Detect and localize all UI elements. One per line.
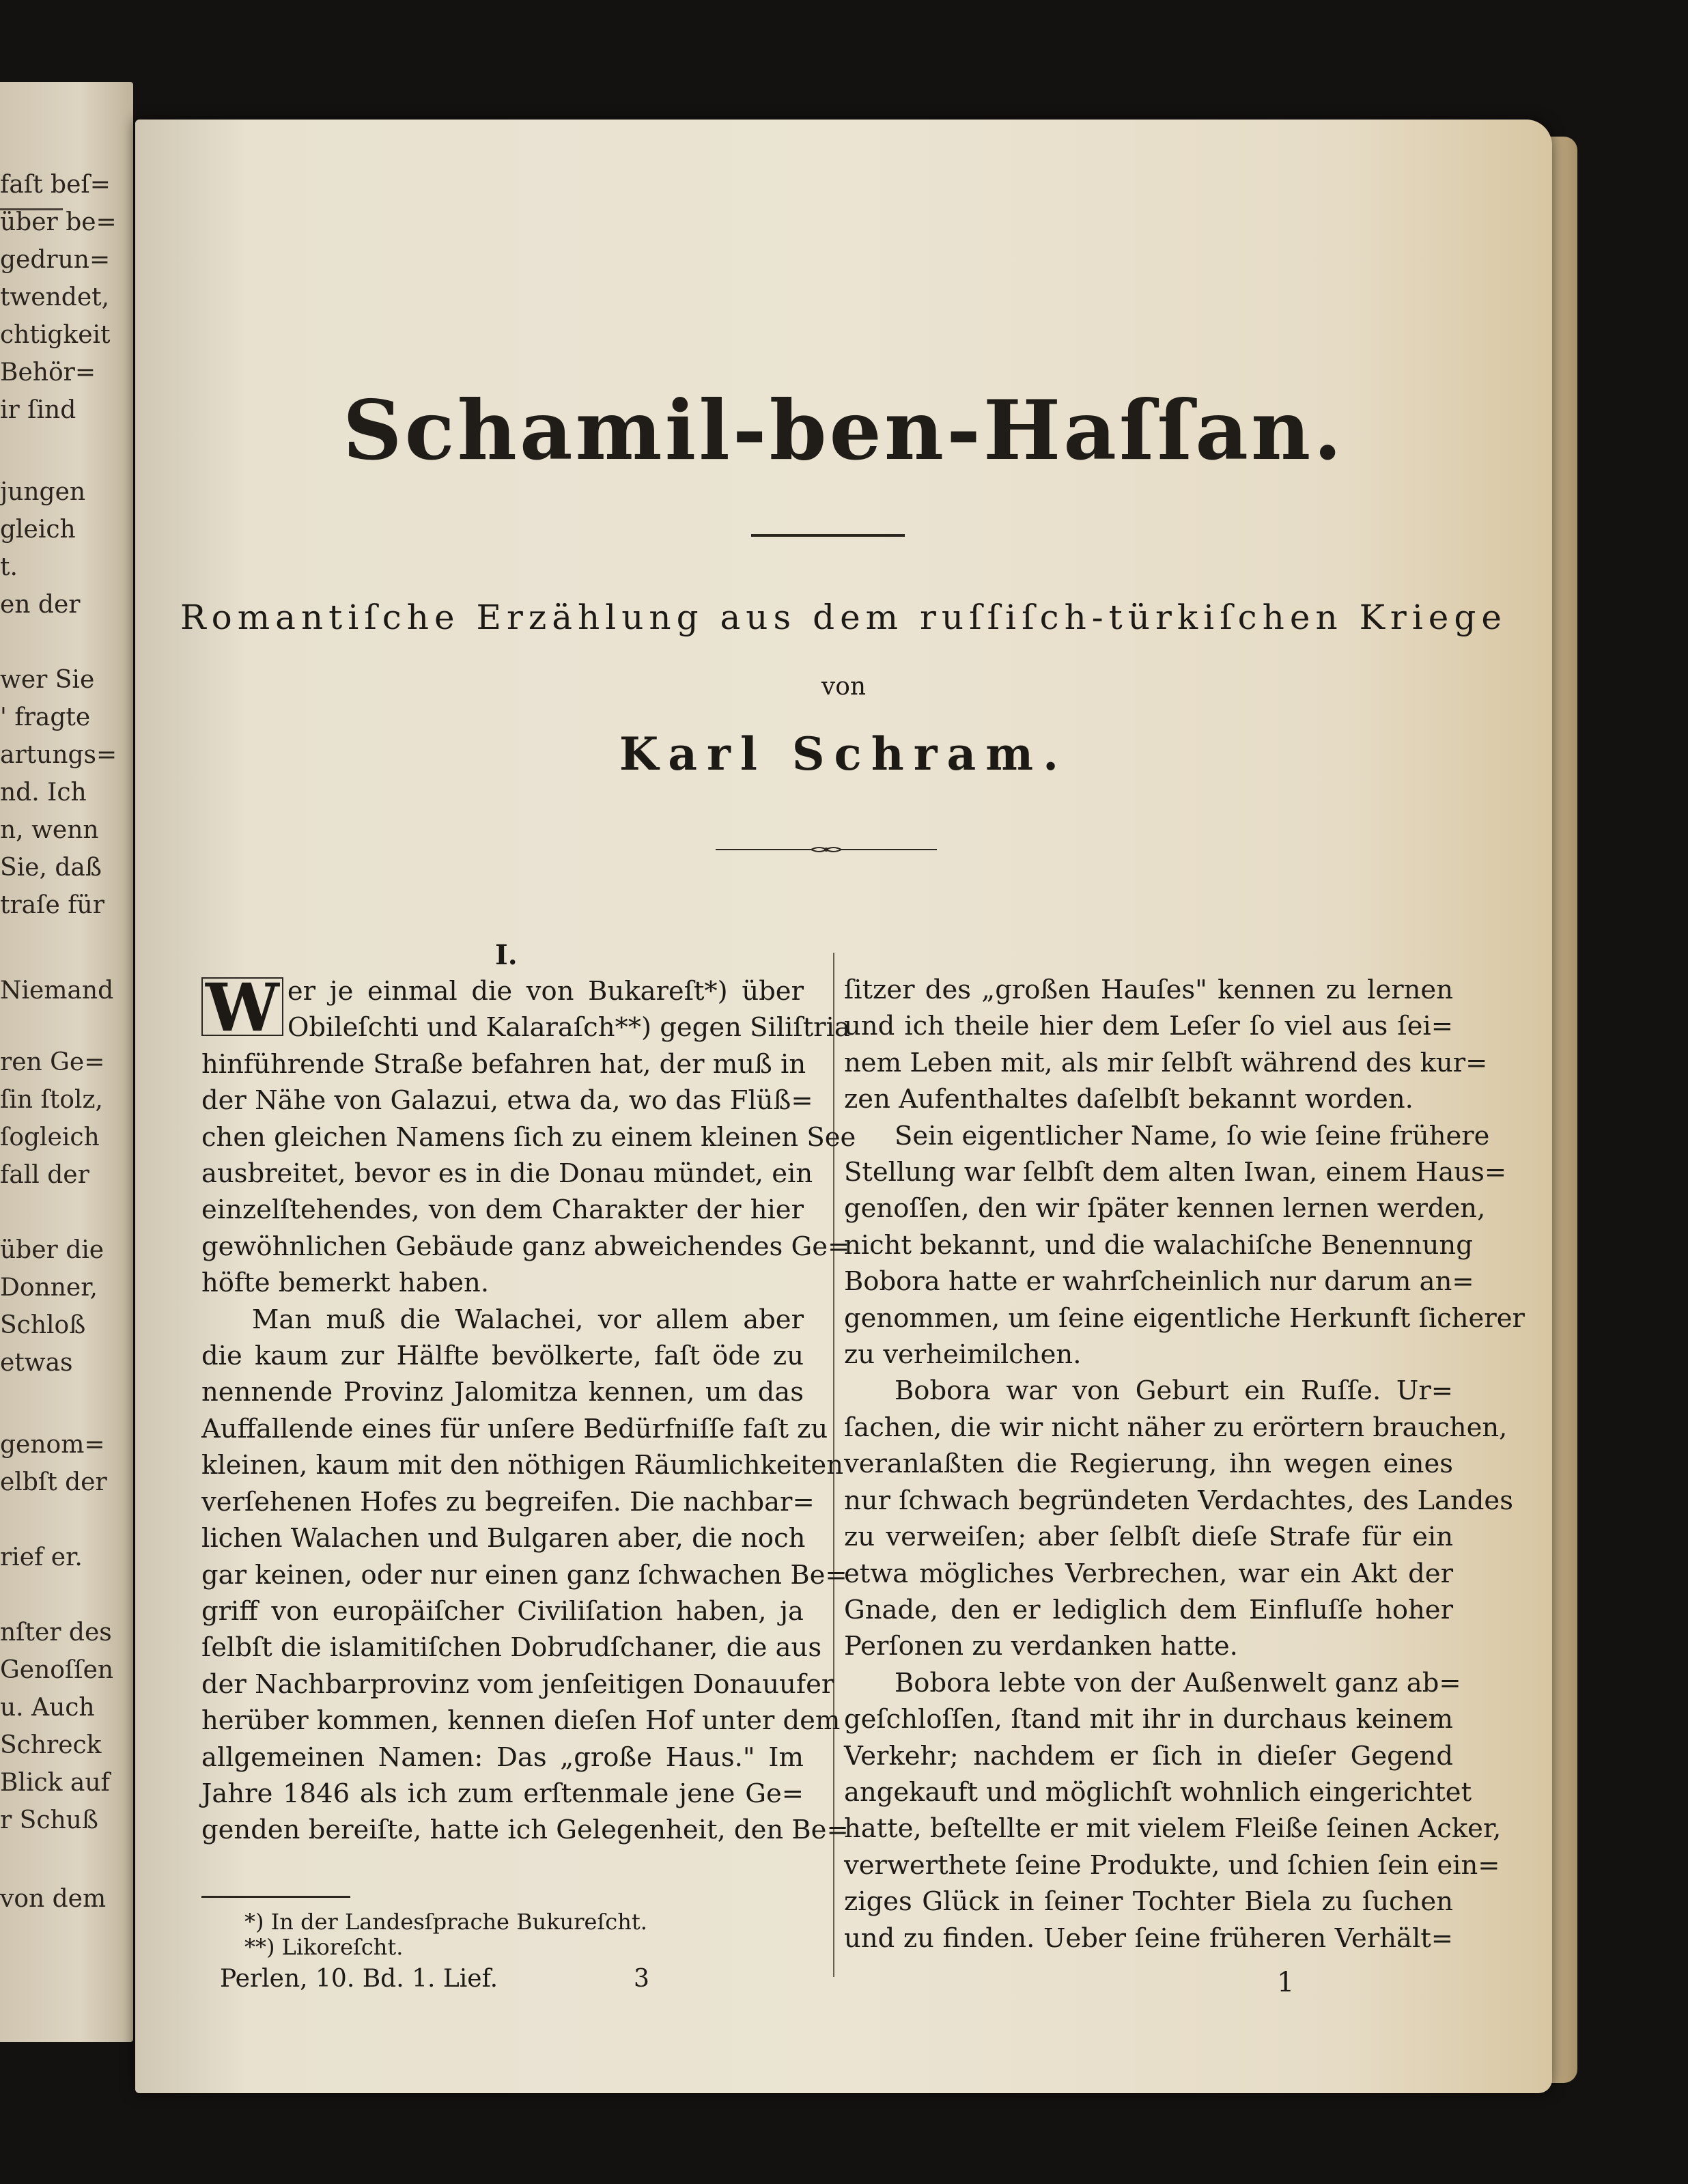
left-page-fragment: nd. Ich: [0, 779, 87, 807]
text-line: Gnade, den er lediglich dem Einfluſſe hoher: [844, 1594, 1453, 1625]
text-line: Verkehr; nachdem er ſich in dieſer Gegend: [844, 1740, 1453, 1772]
left-page-fragment: Blick auf: [0, 1769, 110, 1797]
text-line: kleinen, kaum mit den nöthigen Räumlichkeiten: [201, 1450, 844, 1481]
text-line: gewöhnlichen Gebäude ganz abweichendes Ge=: [201, 1231, 850, 1262]
left-page-fragment: faſt beſ=: [0, 171, 111, 199]
text-line: veranlaßten die Regierung, ihn wegen eines: [844, 1448, 1453, 1480]
left-page-fragment: ir ſind: [0, 396, 76, 424]
left-page-fragment: elbſt der: [0, 1468, 107, 1496]
drop-cap: W: [201, 977, 283, 1036]
text-line: und zu finden. Ueber ſeine früheren Verhält=: [844, 1922, 1453, 1954]
text-line: nennende Provinz Jalomitza kennen, um das: [201, 1377, 804, 1408]
left-page-fragment: über die: [0, 1236, 104, 1264]
text-line: er je einmal die von Bukareſt*) über: [287, 976, 804, 1007]
text-line: Stellung war ſelbſt dem alten Iwan, einem Haus=: [844, 1157, 1507, 1188]
left-page-fragment: chtigkeit: [0, 321, 111, 349]
text-line: ſelbſt die islamitiſchen Dobrudſchaner, die aus: [201, 1632, 822, 1664]
text-column-right: [844, 972, 1525, 1957]
left-page-fragment: twendet,: [0, 283, 110, 311]
text-line: Obileſchti und Kalaraſch**) gegen Siliſtria: [287, 1012, 850, 1044]
left-page-fragment: r Schuß: [0, 1806, 98, 1834]
text-line: ſitzer des „großen Hauſes" kennen zu lernen: [844, 975, 1453, 1005]
text-line: ausbreitet, bevor es in die Donau mündet, ein: [201, 1158, 813, 1190]
text-line: gar keinen, oder nur einen ganz ſchwachen Be=: [201, 1559, 847, 1591]
text-line: chen gleichen Namens ſich zu einem kleinen See: [201, 1121, 856, 1153]
left-page-fragment: Donner,: [0, 1274, 98, 1302]
text-line: Bobora lebte von der Außenwelt ganz ab=: [895, 1667, 1461, 1698]
text-line: Perſonen zu verdanken hatte.: [844, 1631, 1238, 1662]
left-page-fragment: traſe für: [0, 891, 104, 919]
footnote-1: *) In der Landesſprache Bukureſcht.: [244, 1909, 647, 1935]
text-line: genoſſen, den wir ſpäter kennen lernen werden,: [844, 1193, 1486, 1224]
text-line: etwa mögliches Verbrechen, war ein Akt der: [844, 1558, 1453, 1589]
text-line: genden bereiſte, hatte ich Gelegenheit, den Be=: [201, 1815, 849, 1846]
footnote-2: **) Likoreſcht.: [244, 1934, 404, 1960]
left-page-fragment: u. Auch: [0, 1694, 95, 1722]
text-line: zu verheimilchen.: [844, 1339, 1082, 1371]
left-page-fragment: rief er.: [0, 1543, 83, 1571]
left-page-fragment: en der: [0, 591, 81, 619]
text-line: genommen, um ſeine eigentliche Herkunft ſicherer: [844, 1302, 1525, 1334]
signature-number: 3: [634, 1965, 649, 1993]
left-page-fragment: Schloß: [0, 1311, 86, 1339]
text-line: nicht bekannt, und die walachiſche Benennung: [844, 1229, 1473, 1261]
text-line: Sein eigentlicher Name, ſo wie ſeine frühere: [895, 1120, 1490, 1151]
text-line: der Nachbarprovinz vom jenſeitigen Donauufer: [201, 1668, 834, 1700]
left-page-fragment: t.: [0, 553, 18, 581]
text-line: ziges Glück in ſeiner Tochter Biela zu ſuchen: [844, 1886, 1453, 1918]
text-line: herüber kommen, kennen dieſen Hof unter dem: [201, 1705, 841, 1737]
text-line: hatte, beſtellte er mit vielem Fleiße ſeinen Acker,: [844, 1813, 1502, 1845]
text-line: verwerthete ſeine Produkte, und ſchien ſein ein=: [844, 1849, 1500, 1881]
left-facing-page: [0, 82, 133, 2042]
left-page-fragment: jungen: [0, 478, 86, 506]
left-page-fragment: über be=: [0, 208, 117, 236]
title-rule: [751, 534, 905, 537]
text-line: zu verweiſen; aber ſelbſt dieſe Strafe für ein: [844, 1522, 1453, 1553]
left-page-fragment: nſter des: [0, 1619, 112, 1647]
ornament-rule-icon: [716, 845, 937, 854]
chapter-heading: I.: [495, 939, 518, 971]
left-page-fragment: Genoſſen: [0, 1656, 114, 1684]
left-page-fragment: artungs=: [0, 741, 117, 769]
left-page-fragment: ſogleich: [0, 1123, 100, 1151]
left-page-fragment: Behör=: [0, 359, 96, 387]
text-line: nem Leben mit, als mir ſelbſt während des kur=: [844, 1047, 1488, 1078]
left-page-fragment: gleich: [0, 516, 76, 544]
text-line: Jahre 1846 als ich zum erſtenmale jene Ge=: [201, 1778, 804, 1809]
text-line: griff von europäiſcher Civiliſation haben, ja: [201, 1595, 804, 1627]
left-page-fragment: Niemand: [0, 977, 114, 1005]
text-line: geſchloſſen, ſtand mit ihr in durchaus keinem: [844, 1704, 1453, 1735]
text-line: hinführende Straße befahren hat, der muß in: [201, 1048, 806, 1080]
text-line: nur ſchwach begründeten Verdachtes, des Landes: [844, 1485, 1513, 1516]
text-line: Bobora war von Geburt ein Ruſſe. Ur=: [895, 1375, 1453, 1407]
left-page-fragment: Sie, daß: [0, 854, 102, 882]
left-page-fragment: n, wenn: [0, 816, 99, 844]
text-line: der Nähe von Galazui, etwa da, wo das Flüß=: [201, 1085, 813, 1117]
page-title: Schamil-ben-Haſſan.: [342, 382, 1345, 479]
left-page-fragment: genom=: [0, 1431, 105, 1459]
page-number: 1: [1277, 1967, 1295, 1998]
author-name: Karl Schram.: [619, 727, 1069, 781]
text-line: einzelſtehendes, von dem Charakter der hier: [201, 1194, 804, 1226]
left-page-fragment: Schreck: [0, 1731, 102, 1759]
text-line: angekauft und möglichſt wohnlich eingerichtet: [844, 1776, 1472, 1808]
text-line: Man muß die Walachei, vor allem aber: [252, 1304, 804, 1335]
footnote-rule: [201, 1896, 350, 1898]
left-page-fragment: ' fragte: [0, 703, 91, 731]
left-page-fragment: ren Ge=: [0, 1048, 105, 1076]
left-page-fragment: von dem: [0, 1885, 107, 1913]
text-line: Auffallende eines für unſere Bedürfniſſe faſt zu: [201, 1413, 828, 1444]
text-line: die kaum zur Hälfte bevölkerte, faſt öde zu: [201, 1341, 804, 1372]
text-line: höfte bemerkt haben.: [201, 1268, 490, 1299]
text-line: und ich theile hier dem Leſer ſo viel aus ſei=: [844, 1011, 1453, 1042]
text-line: allgemeinen Namen: Das „große Haus." Im: [201, 1741, 804, 1773]
left-page-fragment: ſin ſtolz,: [0, 1086, 103, 1114]
text-line: lichen Walachen und Bulgaren aber, die noch: [201, 1523, 806, 1554]
text-line: Bobora hatte er wahrſcheinlich nur darum an=: [844, 1266, 1474, 1298]
left-page-fragment: wer Sie: [0, 666, 95, 694]
left-page-fragment: gedrun=: [0, 246, 111, 274]
text-line: zen Aufenthaltes daſelbſt bekannt worden.: [844, 1084, 1413, 1115]
subtitle: Romantiſche Erzählung aus dem ruſſiſch-türkiſchen Kriege: [180, 598, 1507, 637]
text-column-left: [201, 969, 856, 1849]
text-line: ſachen, die wir nicht näher zu erörtern brauchen,: [844, 1412, 1508, 1443]
text-line: verſehenen Hofes zu begreifen. Die nachbar=: [201, 1486, 815, 1517]
signature-mark: Perlen, 10. Bd. 1. Lief.: [220, 1965, 498, 1993]
left-page-fragment: etwas: [0, 1349, 73, 1377]
by-line: von: [821, 673, 867, 701]
left-page-fragment: fall der: [0, 1161, 89, 1189]
